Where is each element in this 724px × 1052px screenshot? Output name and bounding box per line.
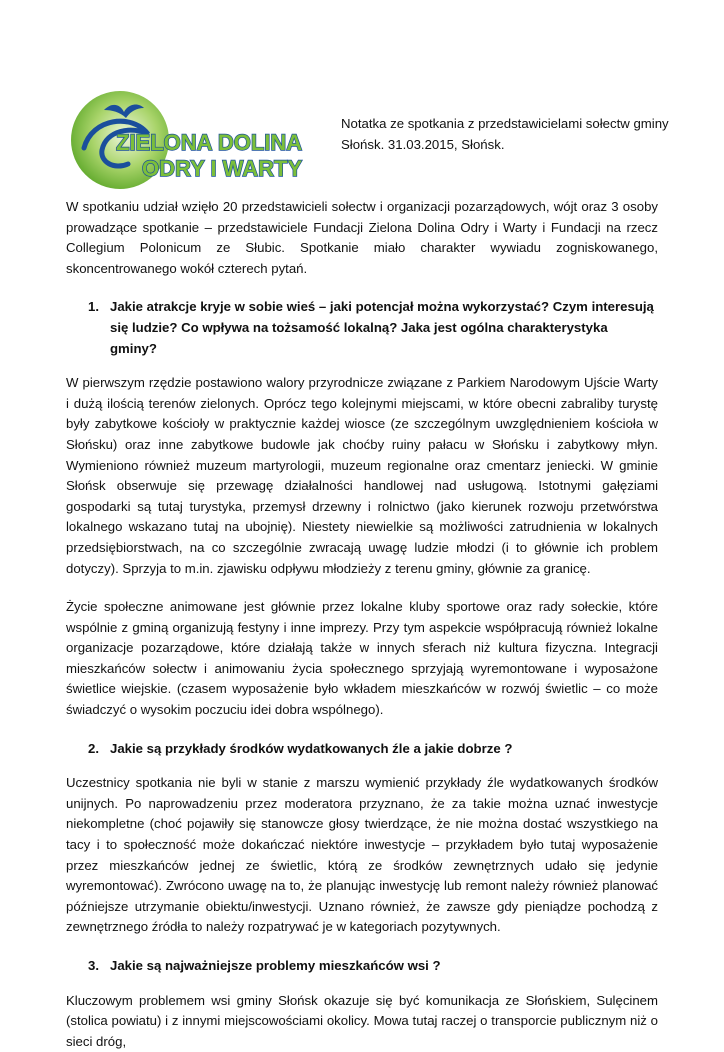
logo-line1: ZIELONA DOLINA (116, 130, 303, 155)
question-1 (66, 297, 658, 359)
question-2 (66, 739, 658, 760)
answer-1-paragraph-2: Życie społeczne animowane jest głównie przez lokalne kluby sportowe oraz rady sołeckie, które wspólnie z gminą organizują festyny i inne imprezy. Przy tym aspekcie współpracują również lokalne organizacje pozarządowe, które działają także w innych sferach niż kultura fizyczna. Integracji mieszkańców sołectw i animowaniu życia społecznego sprzyjają wyremontowane i wyposażone świetlice wiejskie. (czasem wyposażenie było wkładem mieszkańców w rozwój świetlic – co może świadczyć o wysokim poczuciu idei dobra wspólnego). (66, 599, 658, 718)
question-3 (66, 956, 658, 977)
meeting-note-heading (341, 114, 671, 155)
answer-3-paragraph-1: Kluczowym problemem wsi gminy Słońsk okazuje się być komunikacja ze Słońskiem, Sulęcinem (stolica powiatu) i z innymi miejscowościami okolicy. Mowa tutaj raczej o transporcie publicznym niż o sieci dróg, (66, 992, 658, 1049)
note-title-line2: Słońsk. 31.03.2015, Słońsk. (341, 136, 505, 152)
question-text: Jakie atrakcje kryje w sobie wieś – jaki potencjał można wykorzystać? Czym interesują się ludzie? Co wpływa na tożsamość lokalną? Jaka jest ogólna charakterystyka gminy? (110, 299, 654, 356)
foundation-logo (62, 88, 332, 190)
note-title-line1: Notatka ze spotkania z przedstawicielami sołectw gminy (341, 116, 669, 131)
question-number: 2. (88, 740, 99, 756)
answer-1-paragraph-1: W pierwszym rzędzie postawiono walory przyrodnicze związane z Parkiem Narodowym Ujście Warty i dużą ilością terenów zielonych. Oprócz tego kolejnymi miejscami, w które obecni zabraliby turystę były zabytkowe kościoły w praktycznie każdej wiosce (ze szczególnym uwzględnieniem kościoła w Słońsku) oraz inne zabytkowe budowle jak choćby ruiny pałacu w Słońsku i zabytkowy młyn. Wymieniono również muzeum martyrologii, muzeum regionalne oraz cmentarz jeniecki. W gminie Słońsk obserwuje się przewagę działalności handlowej nad usługową. Istotnymi gałęziami gospodarki są tutaj turystyka, przemysł drzewny i rolnictwo (jako kierunek rozwoju przetwórstwa lokalnego wskazano tutaj na ubojnię). Niestety niewielkie są możliwości zatrudnienia w lokalnych przedsiębiorstwach, na co szczególnie zwracają uwagę ludzie młodzi (i to głównie ich problem dotyczy). Sprzyja to m.in. zjawisku odpływu młodzieży z terenu gminy, głównie za granicę. (66, 375, 658, 576)
logo-line2: ODRY I WARTY (142, 156, 303, 181)
document-body (66, 197, 658, 1052)
answer-2-paragraph-1: Uczestnicy spotkania nie byli w stanie z marszu wymienić przykłady źle wydatkowanych środków unijnych. Po naprowadzeniu przez moderatora przyznano, że za takie można uznać inwestycje niekompletne (choć pojawiły się stanowcze głosy twierdzące, że nie można dostać wszystkiego na tacy i to społeczność może dokańczać niektóre inwestycje – przykładem było tutaj wyposażenie przez mieszkańców jednej ze świetlic, którą ze środków zewnętrznych udało się jedynie wyremontować). Zwrócono uwagę na to, że planując inwestycję lub remont należy również planować późniejsze utrzymanie obiektu/inwestycji. Uznano również, że zawsze gdy pieniądze pochodzą z zewnętrznego źródła to należy rozpatrywać je w kategoriach pozytywnych. (66, 775, 658, 935)
question-text: Jakie są przykłady środków wydatkowanych źle a jakie dobrze ? (110, 740, 513, 756)
question-text: Jakie są najważniejsze problemy mieszkańców wsi ? (110, 958, 441, 973)
question-number: 3. (88, 958, 99, 973)
intro-paragraph: W spotkaniu udział wzięło 20 przedstawicieli sołectw i organizacji pozarządowych, wójt oraz 3 osoby prowadzące spotkanie – przedstawiciele Fundacji Zielona Dolina Odry i Warty i Fundacji na rzecz Collegium Polonicum ze Słubic. Spotkanie miało charakter wywiadu zogniskowanego, skoncentrowanego wokół czterech pytań. (66, 199, 658, 276)
question-number: 1. (88, 299, 99, 315)
